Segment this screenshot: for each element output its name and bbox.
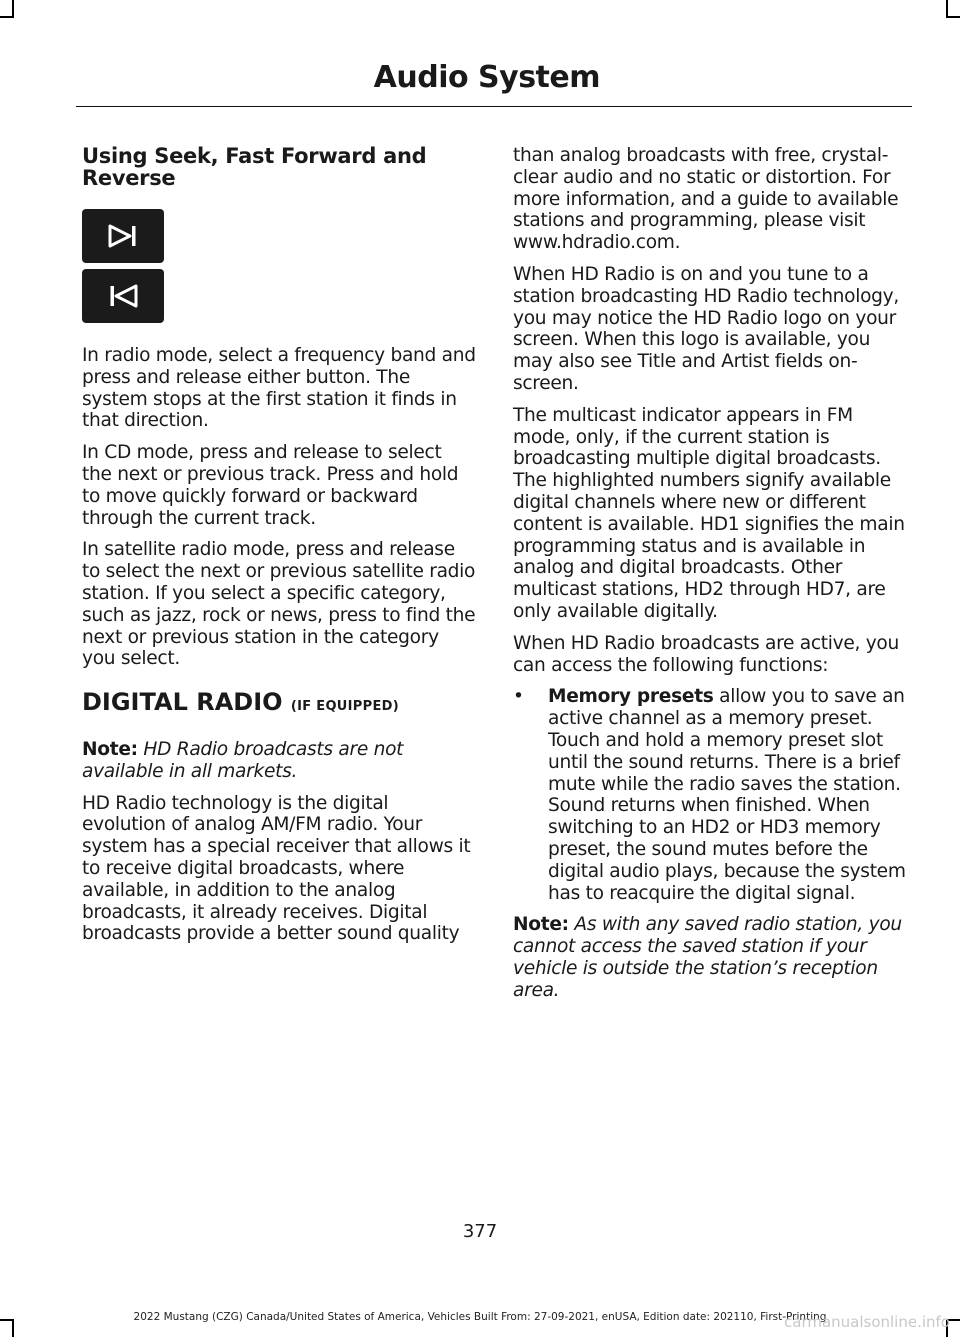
- seek-forward-icon: [82, 209, 164, 263]
- list-item-text: [548, 686, 907, 904]
- watermark: carmanualsonline.info: [784, 1313, 950, 1331]
- note-text: HD Radio broadcasts are not available in all markets.: [82, 738, 404, 782]
- paragraph: When HD Radio broadcasts are active, you can access the following functions:: [513, 632, 899, 676]
- paragraph: The multicast indicator appears in FM mode, only, if the current station is broadcasting multiple digital broadcasts. The highlighted numbers signify available digital channels where new or different content is available. HD1 signifies the main programming status and is available in analog and digital broadcasts. Other multicast stations, HD2 through HD7, are only available digitally.: [513, 404, 905, 622]
- note-text: As with any saved radio station, you cannot access the saved station if your vehicle is outside the station’s reception area.: [513, 914, 902, 1001]
- paragraph: In radio mode, select a frequency band and press and release either button. The system stops at the first station it finds in that direction.: [82, 345, 476, 432]
- note: [82, 739, 476, 783]
- icon-group: [82, 209, 476, 323]
- footer-text: 2022 Mustang (CZG) Canada/United States of America, Vehicles Built From: 27-09-2021, enUSA, Edition date: 202110, First-Printing: [133, 1311, 827, 1323]
- note-label: Note:: [82, 738, 138, 760]
- paragraph: than analog broadcasts with free, crystal-clear audio and no static or distortion. For more information, and a guide to available stations and programming, please visit www.hdradio.com.: [513, 145, 899, 254]
- header-divider: [76, 106, 912, 107]
- paragraph: In CD mode, press and release to select the next or previous track. Press and hold to move quickly forward or backward through the current track.: [82, 442, 459, 529]
- paragraph: In satellite radio mode, press and release to select the next or previous satellite radio station. If you select a specific category, such as jazz, rock or news, press to find the next or previous station in the category you select.: [82, 539, 476, 670]
- paragraph: When HD Radio is on and you tune to a station broadcasting HD Radio technology, you may notice the HD Radio logo on your screen. When this logo is available, you may also see Title and Artist fields on-screen.: [513, 263, 899, 394]
- page-title: Audio System: [373, 60, 600, 95]
- seek-backward-icon: [82, 269, 164, 323]
- page-number: 377: [462, 1221, 498, 1242]
- crop-mark: [946, 16, 960, 18]
- bullet-text: allow you to save an active channel as a memory preset. Touch and hold a memory preset slot until the sound returns. There is a brief mute while the radio saves the station. Sound returns when finished. When switching to an HD2 or HD3 memory preset, the sound mutes before the digital audio plays, because the system has to reacquire the digital signal.: [548, 686, 906, 904]
- bullet-label: Memory presets: [548, 686, 714, 708]
- list-item: [513, 686, 907, 904]
- section-suffix: (IF EQUIPPED): [290, 699, 399, 715]
- right-column: [513, 145, 907, 1011]
- note: [513, 914, 907, 1001]
- section-title: DIGITAL RADIO: [82, 688, 283, 717]
- crop-mark: [0, 16, 14, 18]
- bullet-mark: •: [513, 686, 524, 708]
- subheading: Using Seek, Fast Forward and Reverse: [82, 144, 427, 190]
- note-label: Note:: [513, 914, 569, 936]
- paragraph: HD Radio technology is the digital evolution of analog AM/FM radio. Your system has a special receiver that allows it to receive digital broadcasts, where available, in addition to the analog broadcasts, it already receives. Digital broadcasts provide a better sound quality: [82, 792, 471, 945]
- left-column: [82, 145, 476, 955]
- section-heading: [82, 688, 476, 718]
